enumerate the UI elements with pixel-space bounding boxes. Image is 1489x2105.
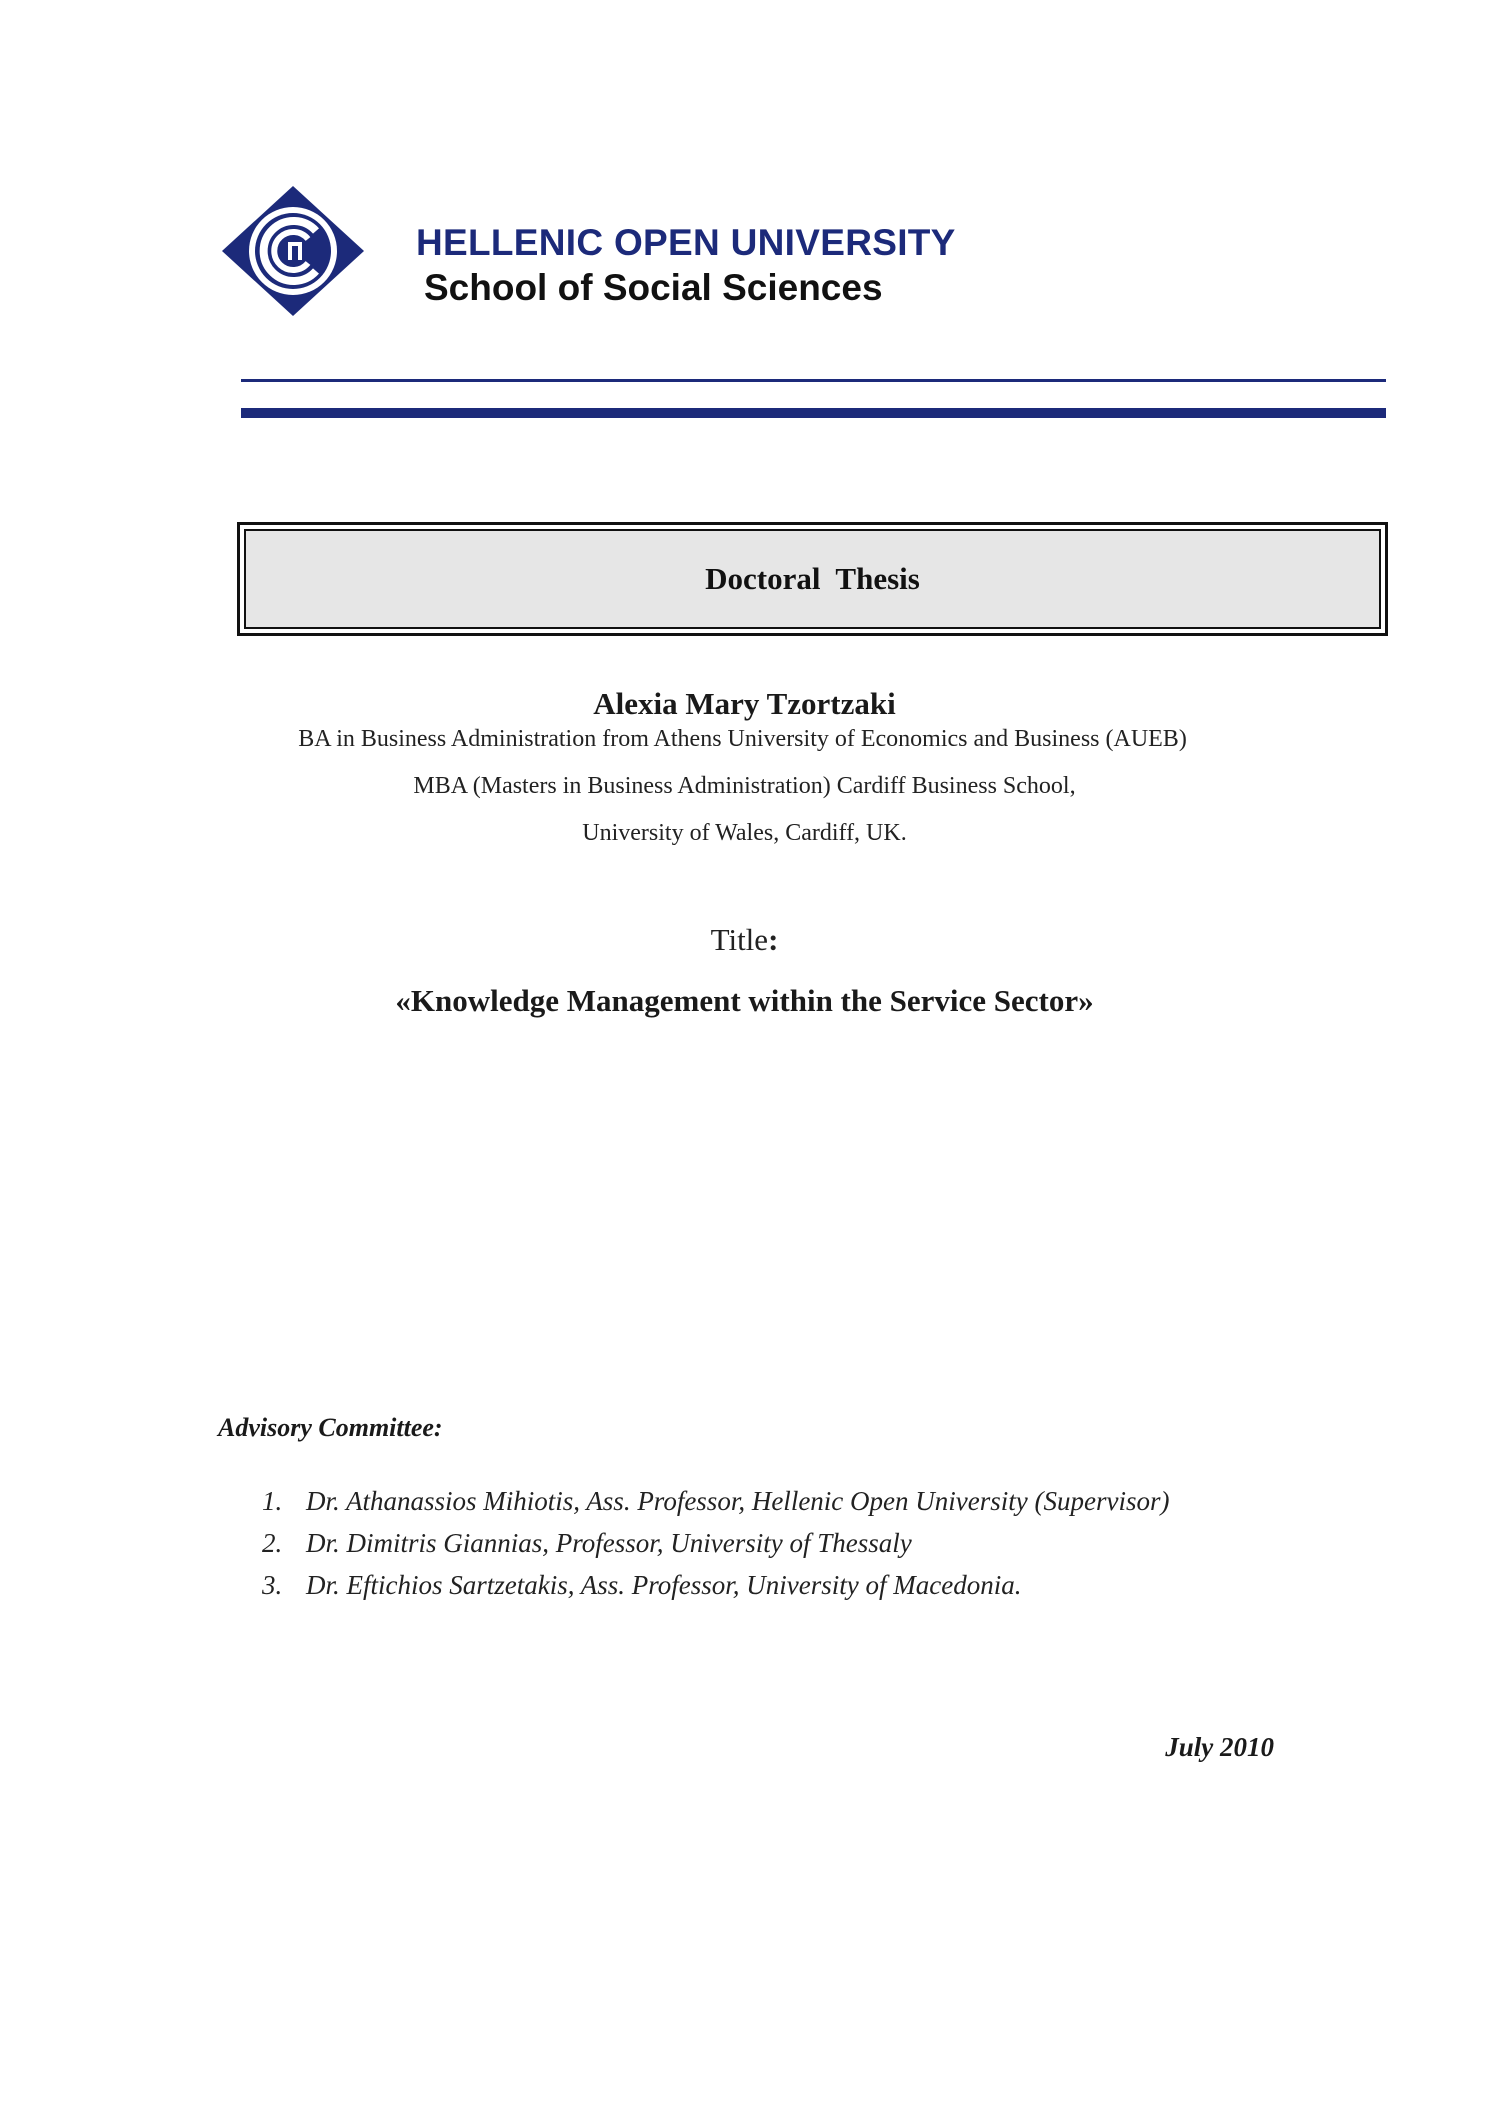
committee-heading: Advisory Committee:: [218, 1413, 443, 1442]
author-name: Alexia Mary Tzortzaki: [593, 686, 896, 721]
committee-member-number: 2.: [262, 1528, 283, 1558]
title-label: [0, 922, 1489, 958]
header-rule-thick: [241, 408, 1386, 418]
header-rule-thin: [241, 379, 1386, 382]
school-name: School of Social Sciences: [424, 267, 883, 308]
committee-member: [262, 1486, 1169, 1528]
thesis-type-box: [237, 522, 1388, 636]
thesis-type-label: Doctoral Thesis: [244, 529, 1381, 629]
university-emblem-icon: [220, 184, 366, 318]
committee-member-number: 3.: [262, 1570, 283, 1600]
committee-member-text: Dr. Athanassios Mihiotis, Ass. Professor, Hellenic Open University (Supervisor): [306, 1486, 1170, 1516]
submission-date: July 2010: [1165, 1732, 1274, 1762]
committee-member-text: Dr. Eftichios Sartzetakis, Ass. Professor, University of Macedonia.: [306, 1570, 1022, 1600]
university-name: HELLENIC OPEN UNIVERSITY: [416, 222, 956, 263]
committee-list: [262, 1486, 1169, 1612]
author-credential-university: University of Wales, Cardiff, UK.: [582, 820, 907, 846]
author-credential-ba: BA in Business Administration from Athens University of Economics and Business (AUEB): [298, 726, 1187, 752]
title-label-colon: :: [768, 922, 779, 957]
committee-member-number: 1.: [262, 1486, 283, 1516]
author-credential-mba: MBA (Masters in Business Administration) Cardiff Business School,: [413, 773, 1076, 799]
committee-member-text: Dr. Dimitris Giannias, Professor, University of Thessaly: [306, 1528, 912, 1558]
committee-member: [262, 1528, 1169, 1570]
committee-member: [262, 1570, 1169, 1612]
thesis-title: «Knowledge Management within the Service Sector»: [395, 983, 1094, 1018]
title-label-text: Title: [710, 922, 769, 957]
